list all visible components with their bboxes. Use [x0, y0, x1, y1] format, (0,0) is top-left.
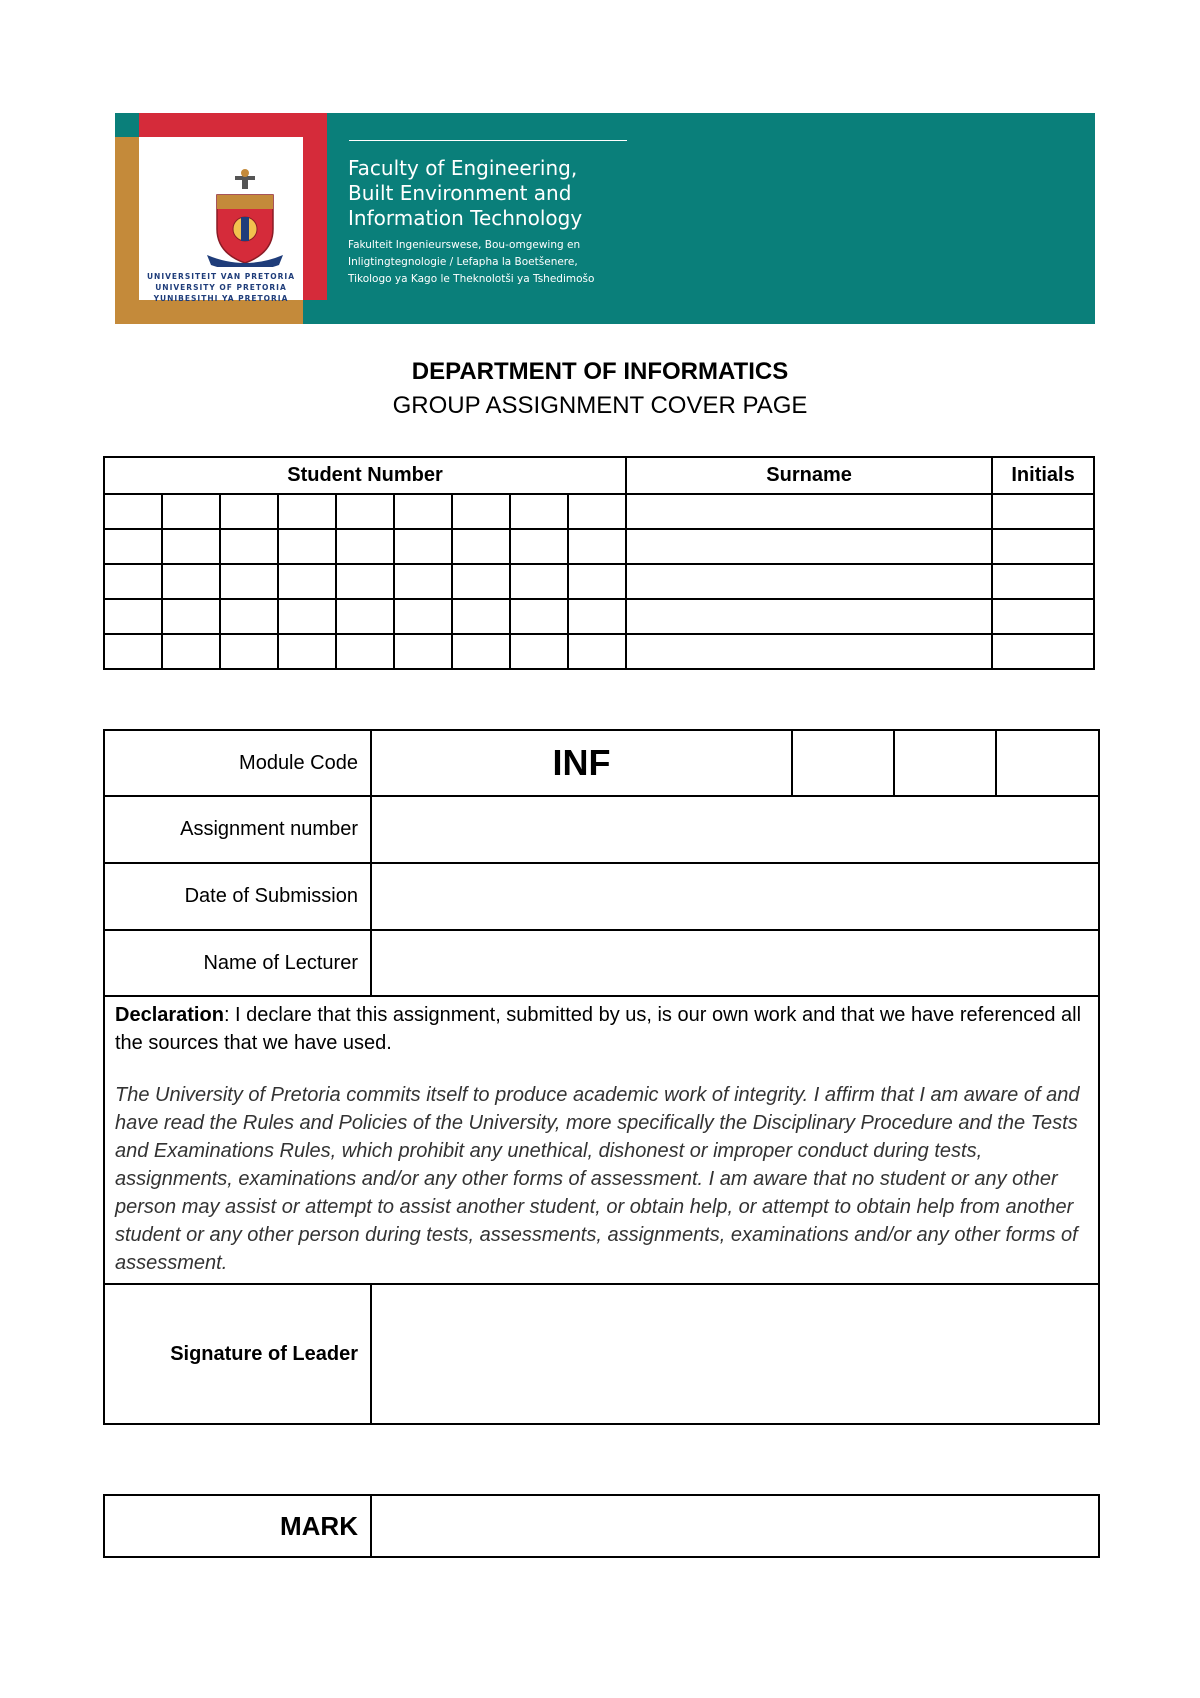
faculty-name-english: Faculty of Engineering, Built Environment and Information Technology [348, 156, 583, 230]
signature-label: Signature of Leader [104, 1284, 371, 1424]
student-number-digit-cell[interactable] [568, 599, 626, 634]
student-number-digit-cell[interactable] [104, 634, 162, 669]
student-number-digit-cell[interactable] [452, 634, 510, 669]
surname-cell[interactable] [626, 494, 992, 529]
university-crest-icon [185, 167, 305, 267]
student-number-digit-cell[interactable] [336, 494, 394, 529]
declaration-statement [115, 1001, 1088, 1057]
module-code-label: Module Code [104, 730, 371, 796]
student-table-header [104, 457, 1094, 494]
initials-cell[interactable] [992, 599, 1094, 634]
student-number-digit-cell[interactable] [220, 599, 278, 634]
student-number-header: Student Number [104, 457, 626, 494]
student-number-digit-cell[interactable] [162, 564, 220, 599]
declaration-heading: Declaration [115, 1004, 224, 1026]
student-number-digit-cell[interactable] [220, 529, 278, 564]
student-number-digit-cell[interactable] [510, 529, 568, 564]
student-number-digit-cell[interactable] [452, 494, 510, 529]
module-code-digit-cell[interactable] [792, 730, 894, 796]
department-title: DEPARTMENT OF INFORMATICS [411, 358, 789, 385]
student-number-digit-cell[interactable] [278, 599, 336, 634]
assignment-number-row [104, 796, 1099, 863]
student-number-digit-cell[interactable] [104, 494, 162, 529]
student-number-digit-cell[interactable] [568, 634, 626, 669]
faculty-name-other-languages: Fakulteit Ingenieurswese, Bou-omgewing en Inligtingtegnologie / Lefapha la Boetšenere, Tikologo ya Kago le Theknolotši ya Tshedimošo [348, 239, 595, 285]
student-number-digit-cell[interactable] [394, 564, 452, 599]
mark-field[interactable] [371, 1495, 1099, 1557]
student-number-digit-cell[interactable] [162, 634, 220, 669]
student-number-digit-cell[interactable] [394, 599, 452, 634]
student-number-digit-cell[interactable] [510, 599, 568, 634]
surname-cell[interactable] [626, 634, 992, 669]
student-number-digit-cell[interactable] [278, 494, 336, 529]
student-number-digit-cell[interactable] [336, 564, 394, 599]
table-row [104, 564, 1094, 599]
module-code-digit-cell[interactable] [894, 730, 996, 796]
surname-cell[interactable] [626, 564, 992, 599]
table-row [104, 494, 1094, 529]
lecturer-label: Name of Lecturer [104, 930, 371, 996]
assignment-number-label: Assignment number [104, 796, 371, 863]
student-number-digit-cell[interactable] [278, 529, 336, 564]
faculty-banner [115, 113, 1095, 324]
table-row [104, 529, 1094, 564]
student-number-digit-cell[interactable] [278, 634, 336, 669]
student-number-digit-cell[interactable] [452, 564, 510, 599]
initials-cell[interactable] [992, 529, 1094, 564]
lecturer-field[interactable] [371, 930, 1099, 996]
student-number-digit-cell[interactable] [510, 564, 568, 599]
initials-header: Initials [992, 457, 1094, 494]
student-number-digit-cell[interactable] [568, 494, 626, 529]
surname-header: Surname [626, 457, 992, 494]
student-number-digit-cell[interactable] [162, 599, 220, 634]
university-name-sepedi: YUNIBESITHI YA PRETORIA [153, 294, 289, 303]
mark-label: MARK [104, 1495, 371, 1557]
student-details-table [103, 456, 1095, 670]
student-number-digit-cell[interactable] [336, 529, 394, 564]
initials-cell[interactable] [992, 564, 1094, 599]
student-number-digit-cell[interactable] [104, 529, 162, 564]
student-number-digit-cell[interactable] [394, 529, 452, 564]
signature-field[interactable] [371, 1284, 1099, 1424]
banner-teal-corner [115, 113, 139, 137]
date-row [104, 863, 1099, 930]
surname-cell[interactable] [626, 529, 992, 564]
table-row [104, 599, 1094, 634]
table-row [104, 634, 1094, 669]
student-number-digit-cell[interactable] [568, 564, 626, 599]
student-number-digit-cell[interactable] [162, 529, 220, 564]
student-number-digit-cell[interactable] [452, 599, 510, 634]
assignment-number-field[interactable] [371, 796, 1099, 863]
signature-row [104, 1284, 1099, 1424]
student-number-digit-cell[interactable] [104, 564, 162, 599]
student-number-digit-cell[interactable] [452, 529, 510, 564]
initials-cell[interactable] [992, 494, 1094, 529]
module-code-row [104, 730, 1099, 796]
lecturer-row [104, 930, 1099, 996]
mark-table [103, 1494, 1100, 1558]
student-number-digit-cell[interactable] [510, 494, 568, 529]
student-number-digit-cell[interactable] [510, 634, 568, 669]
page-subtitle: GROUP ASSIGNMENT COVER PAGE [392, 392, 808, 419]
university-name-afrikaans: UNIVERSITEIT VAN PRETORIA [146, 272, 296, 281]
declaration-block [104, 996, 1099, 1284]
declaration-row [104, 996, 1099, 1284]
date-of-submission-field[interactable] [371, 863, 1099, 930]
student-number-digit-cell[interactable] [220, 634, 278, 669]
banner-rule [349, 140, 627, 141]
student-number-digit-cell[interactable] [394, 634, 452, 669]
student-number-digit-cell[interactable] [278, 564, 336, 599]
integrity-statement: The University of Pretoria commits itself to produce academic work of integrity. I affirm that I am aware of and have read the Rules and Policies of the University, more specifically the Disciplinary Procedure and the Tests and Examinations Rules, which prohibit any unethical, dishonest or improper conduct during tests, assignments, examinations and/or any other forms of assessment. I am aware that no student or any other person may assist or attempt to assist another student, or obtain help, or attempt to obtain help from another student or any other person during tests, assessments, assignments, examinations and/or any other forms of assessment. [115, 1084, 1080, 1274]
student-number-digit-cell[interactable] [568, 529, 626, 564]
university-name-english: UNIVERSITY OF PRETORIA [155, 283, 287, 292]
initials-cell[interactable] [992, 634, 1094, 669]
student-number-digit-cell[interactable] [162, 494, 220, 529]
assignment-details-table [103, 729, 1100, 1425]
student-number-digit-cell[interactable] [336, 599, 394, 634]
date-of-submission-label: Date of Submission [104, 863, 371, 930]
module-code-digit-cell[interactable] [996, 730, 1099, 796]
university-logo [139, 137, 303, 303]
mark-row [104, 1495, 1099, 1557]
student-number-digit-cell[interactable] [394, 494, 452, 529]
student-number-digit-cell[interactable] [336, 634, 394, 669]
student-number-digit-cell[interactable] [220, 564, 278, 599]
surname-cell[interactable] [626, 599, 992, 634]
student-number-digit-cell[interactable] [220, 494, 278, 529]
declaration-text: : I declare that this assignment, submitted by us, is our own work and that we have referenced all the sources that we have used. [115, 1004, 1082, 1054]
student-number-digit-cell[interactable] [104, 599, 162, 634]
module-code-prefix: INF [371, 730, 792, 796]
